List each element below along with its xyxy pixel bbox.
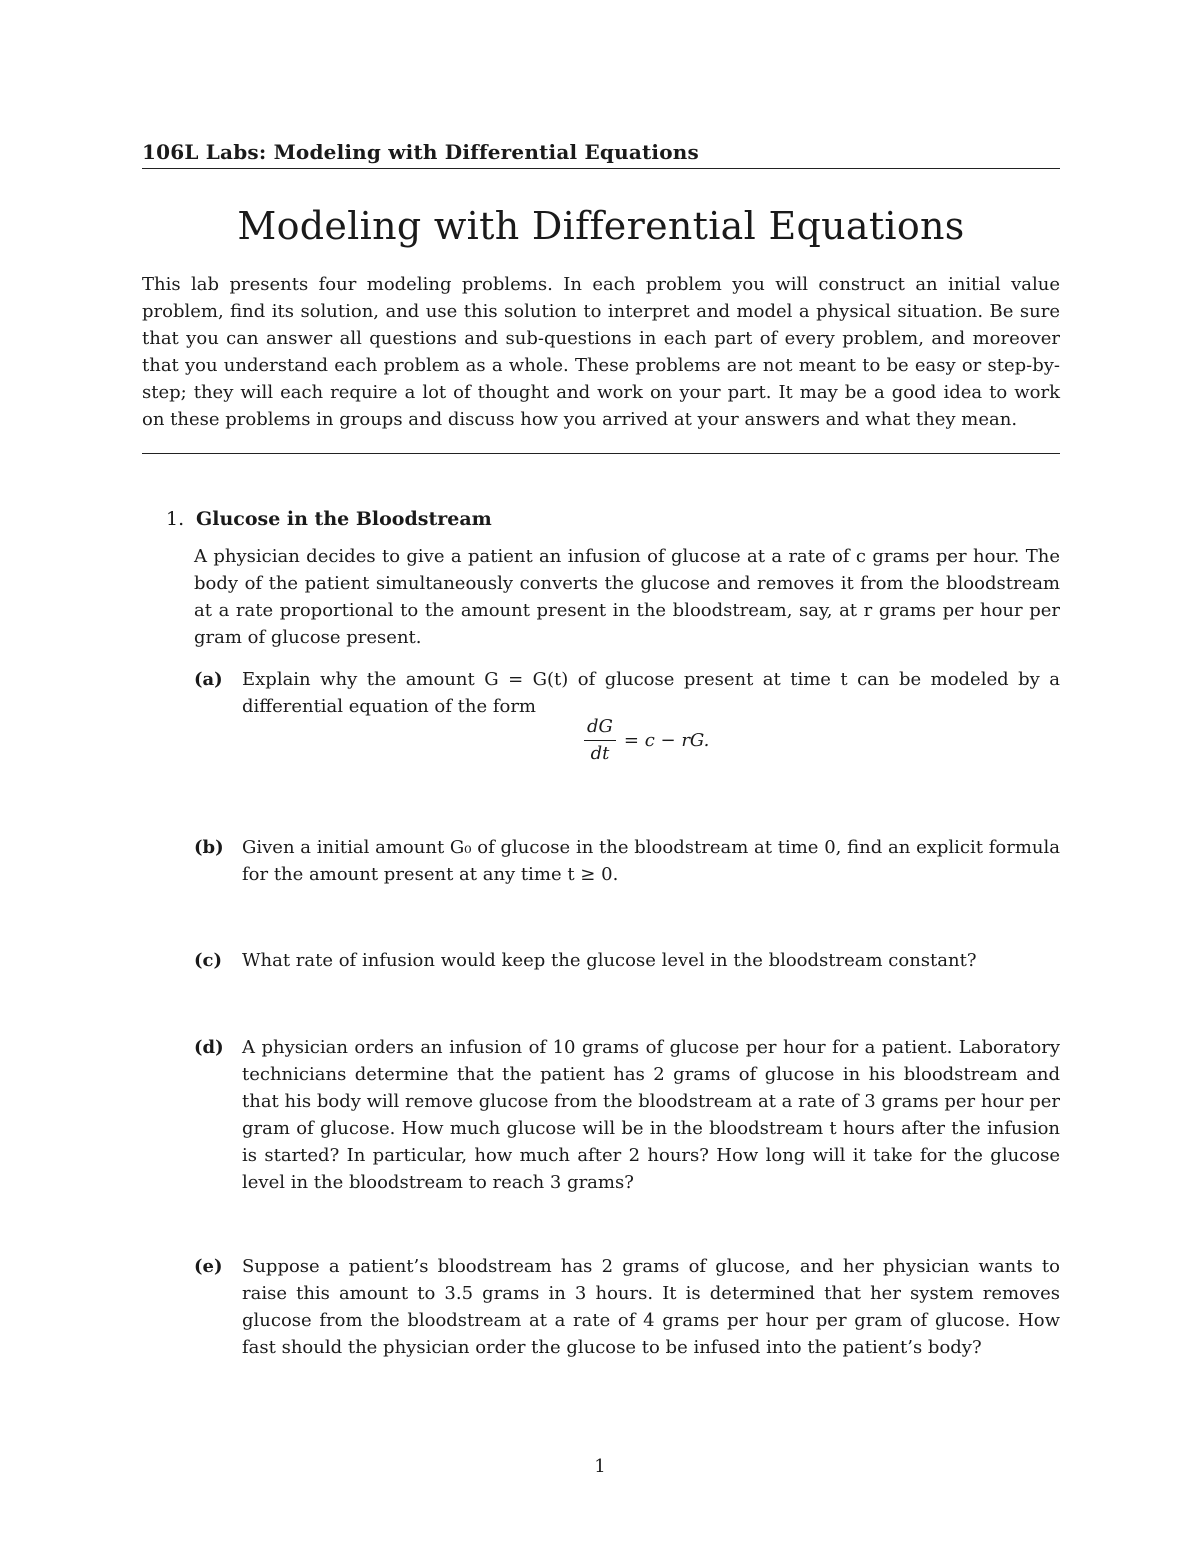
section-divider [142, 453, 1060, 454]
problem-statement: A physician decides to give a patient an infusion of glucose at a rate of c grams per hour. The body of the patient simultaneously converts the glucose and removes it from the bloodstream at a rate proportional to the amount present in the bloodstream, say, at r grams per hour per gram of glucose present. [194, 546, 1060, 648]
part-c-text: What rate of infusion would keep the glucose level in the bloodstream constant? [242, 950, 977, 971]
part-b-label: (b) [194, 837, 224, 858]
part-b [194, 834, 1060, 888]
part-e [194, 1253, 1060, 1361]
page-title: Modeling with Differential Equations [237, 204, 965, 248]
part-a-label: (a) [194, 669, 223, 690]
part-b-text: Given a initial amount G₀ of glucose in the bloodstream at time 0, find an explicit formula for the amount present at any time t ≥ 0. [242, 837, 1060, 885]
differential-equation [584, 716, 709, 765]
problem-title: Glucose in the Bloodstream [196, 508, 492, 530]
part-d-text: A physician orders an infusion of 10 grams of glucose per hour for a patient. Laboratory technicians determine that the patient has 2 grams of glucose in his bloodstream and that his body will remove glucose from the bloodstream at a rate of 3 grams per hour per gram of glucose. How much glucose will be in the bloodstream t hours after the infusion is started? In particular, how much after 2 hours? How long will it take for the glucose level in the bloodstream to reach 3 grams? [242, 1037, 1060, 1193]
part-c [194, 947, 1060, 974]
equation-rhs: = c − rG. [623, 730, 710, 751]
part-a [194, 666, 1060, 720]
part-a-text: Explain why the amount G = G(t) of glucose present at time t can be modeled by a differential equation of the form [242, 669, 1060, 717]
problem-heading [166, 508, 492, 530]
fraction-bar [584, 740, 616, 741]
page-number: 1 [594, 1456, 606, 1477]
header-rule [142, 168, 1060, 169]
part-e-label: (e) [194, 1256, 223, 1277]
part-c-label: (c) [194, 950, 222, 971]
part-d [194, 1034, 1060, 1196]
running-header: 106L Labs: Modeling with Differential Equations [142, 140, 699, 164]
fraction-denominator: dt [590, 743, 610, 764]
part-e-text: Suppose a patient’s bloodstream has 2 grams of glucose, and her physician wants to raise this amount to 3.5 grams in 3 hours. It is determined that her system removes glucose from the bloodstream at a rate of 4 grams per hour per gram of glucose. How fast should the physician order the glucose to be infused into the patient’s body? [242, 1256, 1060, 1358]
fraction-numerator: dG [587, 716, 613, 737]
problem-number: 1. [166, 508, 185, 530]
derivative-fraction [584, 716, 616, 765]
intro-paragraph: This lab presents four modeling problems. In each problem you will construct an initial value problem, find its solution, and use this solution to interpret and model a physical situation. Be sure that you can answer all questions and sub-questions in each part of every problem, and moreover that you understand each problem as a whole. These problems are not meant to be easy or step-by-step; they will each require a lot of thought and work on your part. It may be a good idea to work on these problems in groups and discuss how you arrived at your answers and what they mean. [142, 274, 1060, 430]
part-d-label: (d) [194, 1037, 224, 1058]
